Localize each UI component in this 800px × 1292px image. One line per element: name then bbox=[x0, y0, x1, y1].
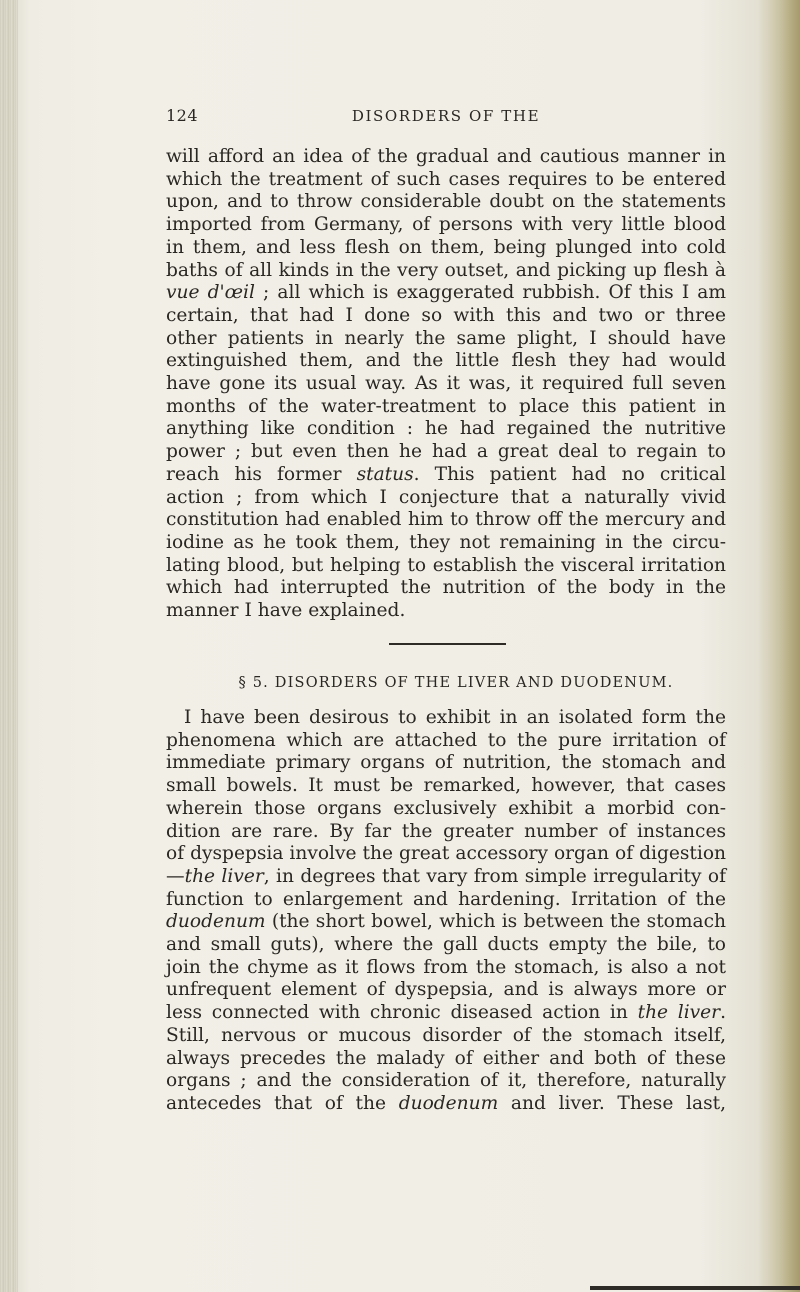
text-line: function to enlargement and hardening. Irritation of the bbox=[166, 888, 726, 910]
text-line: anything like condition : he had regained the nutritive bbox=[166, 418, 726, 440]
page-number: 124 bbox=[166, 106, 199, 125]
text-line: action ; from which I conjecture that a naturally vivid bbox=[166, 486, 726, 508]
running-head: DISORDERS OF THE bbox=[351, 107, 541, 125]
text-line: lating blood, but helping to establish the visceral irritation bbox=[166, 554, 726, 576]
text-line: wherein those organs exclusively exhibit a morbid con- bbox=[166, 797, 726, 819]
text-line: will afford an idea of the gradual and cautious manner in bbox=[166, 146, 726, 167]
text-line: always precedes the malady of either and both of these bbox=[166, 1047, 726, 1069]
text-line: —the liver, in degrees that vary from simple irregularity of bbox=[166, 865, 726, 887]
paragraph-section-5 bbox=[166, 707, 726, 1116]
text-line: unfrequent element of dyspepsia, and is always more or bbox=[166, 979, 726, 1001]
text-line: manner I have explained. bbox=[166, 600, 406, 622]
text-line: reach his former status. This patient had no critical bbox=[166, 463, 726, 485]
text-line: upon, and to throw considerable doubt on the statements bbox=[166, 191, 726, 213]
text-line: in them, and less flesh on them, being plunged into cold bbox=[166, 236, 726, 258]
text-line: which the treatment of such cases requires to be entered bbox=[166, 168, 726, 190]
text-line: constitution had enabled him to throw off the mercury and bbox=[166, 509, 726, 531]
text-line: join the chyme as it flows from the stomach, is also a not bbox=[166, 956, 726, 978]
text-line: antecedes that of the duodenum and liver. These last, bbox=[166, 1092, 726, 1114]
text-line: imported from Germany, of persons with very little blood bbox=[166, 214, 726, 236]
text-line: dition are rare. By far the greater number of instances bbox=[166, 820, 726, 842]
text-line: vue d'œil ; all which is exaggerated rubbish. Of this I am bbox=[166, 282, 727, 304]
text-line: Still, nervous or mucous disorder of the stomach itself, bbox=[166, 1024, 726, 1046]
text-line: small bowels. It must be remarked, however, that cases bbox=[166, 775, 726, 797]
text-line: iodine as he took them, they not remaining in the circu- bbox=[166, 531, 726, 553]
text-line: have gone its usual way. As it was, it required full seven bbox=[166, 373, 726, 395]
section-divider bbox=[389, 643, 506, 645]
page-header bbox=[166, 106, 726, 130]
text-line: power ; but even then he had a great deal to regain to bbox=[166, 441, 726, 463]
text-line: duodenum (the short bowel, which is between the stomach bbox=[166, 911, 726, 933]
bottom-edge-mark bbox=[590, 1286, 800, 1290]
text-line: and small guts), where the gall ducts empty the bile, to bbox=[166, 934, 726, 956]
text-line: other patients in nearly the same plight, I should have bbox=[166, 327, 726, 349]
text-line: baths of all kinds in the very outset, and picking up flesh à bbox=[166, 259, 726, 281]
section-heading: § 5. DISORDERS OF THE LIVER AND DUODENUM. bbox=[238, 675, 674, 691]
page-edge bbox=[758, 0, 800, 1292]
paragraph-continued bbox=[166, 146, 726, 623]
text-line: of dyspepsia involve the great accessory organ of digestion bbox=[166, 843, 726, 865]
text-line: certain, that had I done so with this and two or three bbox=[166, 304, 726, 326]
text-line: less connected with chronic diseased action in the liver. bbox=[166, 1002, 726, 1024]
binding-gutter bbox=[0, 0, 18, 1292]
text-line: months of the water-treatment to place this patient in bbox=[166, 395, 726, 417]
text-line: which had interrupted the nutrition of the body in the bbox=[166, 577, 726, 599]
text-line: extinguished them, and the little flesh they had would bbox=[166, 350, 726, 372]
text-line: immediate primary organs of nutrition, the stomach and bbox=[166, 752, 726, 774]
text-line: I have been desirous to exhibit in an isolated form the bbox=[184, 707, 726, 728]
text-line: phenomena which are attached to the pure irritation of bbox=[166, 729, 726, 751]
text-line: organs ; and the consideration of it, therefore, naturally bbox=[166, 1070, 726, 1092]
